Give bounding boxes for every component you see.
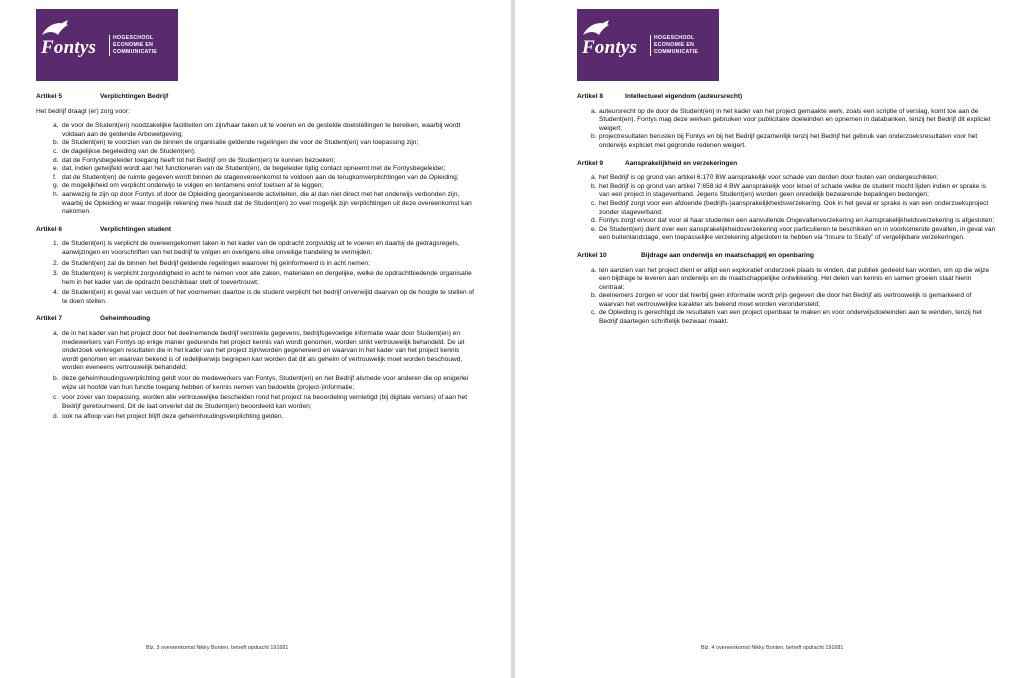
article-number: Artikel 10: [577, 251, 607, 259]
list-item: [577, 309, 997, 326]
list-item: [36, 122, 476, 139]
logo-wordmark: Fontys: [582, 37, 638, 58]
list-item-text: de Student(en) is verplicht de overeengekomen taken in het kader van de opdracht zorgvuldig uit te voeren en daarbij de gedragsregels, aanwijzingen en voorschriften van het bedrijf te volgen en overigens elke onveilige handeling te vermijden;: [62, 240, 460, 256]
article-9-heading: [577, 160, 997, 169]
list-item-text: Fontys zorgt ervoor dat voor al haar studenten een aanvullende Ongevallenverzekering en Aansprakelijkheidsverzekering is afgesloten;: [599, 217, 995, 225]
list-item-text: deelnemers zorgen er voor dat hierbij geen informatie wordt prijs gegeven die door het Bedrijf als vertrouwelijk is gemarkeerd of waarvan het vertrouwelijke karakter als bekend moet worden verondersteld;: [599, 292, 972, 308]
list-marker: c.: [53, 147, 59, 155]
list-marker: c.: [53, 394, 59, 402]
page-footer: Blz. 4 overeenkomst Nikky Bonten, betreft opdracht 191681: [701, 645, 844, 651]
list-item: [577, 133, 997, 150]
list-item-text: de Student(en) te voorzien van de binnen de organisatie geldende regelingen die voor de Student(en) van toepassing zijn;: [62, 139, 419, 147]
list-item: [36, 165, 476, 174]
list-item-text: deze geheimhoudingsverplichting geldt voor de medewerkers van Fontys, Student(en) en het Bedrijf alsmede voor anderen die op enigerlei wijze uit hoofde van hun functie toegang hebben of kennis nemen van bedoelde (project-)informatie;: [62, 375, 469, 391]
list-marker: a.: [591, 107, 597, 115]
article-number: Artikel 7: [36, 315, 63, 323]
logo-line-2: ECONOMIE EN: [113, 42, 154, 48]
list-item-text: auteursrecht op de door de Student(en) in het kader van het project gemaakte werk, zoals een scriptie of verslag, komt toe aan de Student(en). Fontys mag deze werken gebruiken voor publicitaire doeleinden en opnemen in databanken, tenzij het Bedrijf dit expliciet weigert;: [599, 107, 991, 132]
list-marker: g.: [53, 182, 59, 190]
logo-school-name: [650, 35, 698, 56]
list-item-text: de dagelijkse begeleiding van de Student(en);: [62, 147, 196, 155]
list-marker: b.: [591, 133, 597, 141]
list-marker: 1.: [53, 240, 59, 248]
list-item-text: de voor de Student(en) noodzakelijke faciliteiten om zijn/haar taken uit te voeren en de gestelde doelstellingen te bereiken, waarbij wordt voldaan aan de geldende Arbowetgeving;: [62, 122, 461, 138]
article-6-heading: [36, 226, 476, 235]
list-item-text: het Bedrijf zorgt voor een afdoende (bedrijfs-)aansprakelijkheidsverzekering. Ook in het geval er sprake is van een onderzoeksproject zonder stageverband;: [599, 199, 989, 216]
article-number: Artikel 8: [577, 93, 604, 100]
list-marker: 4.: [53, 289, 59, 297]
list-item-text: de Student(en) in geval van verzuim of het voornemen daartoe is de student verplicht het bedrijf onverwijld daarvan op de hoogte te stellen of te doen stellen.: [62, 289, 474, 305]
list-marker: e.: [53, 165, 59, 173]
list-item: [36, 139, 476, 148]
article-number: Artikel 5: [36, 93, 63, 100]
logo-line-3: COMMUNICATIE: [654, 49, 699, 55]
list-marker: f.: [53, 173, 57, 181]
list-marker: c.: [591, 199, 597, 207]
list-item: [36, 375, 476, 392]
list-item: [577, 267, 997, 293]
logo-line-1: HOGESCHOOL: [654, 35, 695, 41]
list-item-text: ook na afloop van het project blijft deze geheimhoudingsverplichting gelden.: [62, 413, 284, 421]
list-item-text: de Student(en) zal de binnen het Bedrijf geldende regelingen waarover hij geïnformeerd is in acht nemen;: [62, 259, 370, 267]
list-marker: b.: [53, 139, 59, 147]
page-footer: Blz. 3 overeenkomst Nikky Bonten, betreft opdracht 191681: [146, 645, 289, 651]
list-marker: 2.: [53, 259, 59, 267]
list-item-text: de Opleiding is gerechtigd de resultaten van een project openbaar te maken en voor onderwijsdoeleinden aan te wenden, tenzij het Bedrijf daartegen schriftelijk bezwaar maakt.: [599, 309, 982, 326]
list-item: [36, 413, 476, 422]
article-6-list: [36, 240, 476, 306]
list-item: [36, 394, 476, 411]
article-10-heading: [577, 252, 997, 261]
list-marker: e.: [591, 225, 597, 233]
list-item: [577, 217, 997, 226]
list-marker: a.: [591, 174, 597, 182]
article-number: Artikel 6: [36, 225, 63, 233]
list-item-text: projectresultaten berusten bij Fontys en bij het Bedrijf gezamenlijk tenzij het Bedrijf het gebruik van onderzoeksresultaten voor het onderwijs expliciet met gegronde redenen weigert.: [599, 133, 978, 149]
list-marker: b.: [591, 182, 597, 190]
logo-line-2: ECONOMIE EN: [654, 42, 695, 48]
list-marker: c.: [591, 309, 597, 317]
list-item-text: het Bedrijf is op grond van artikel 6:170 BW aansprakelijk voor schade van derden door fouten van ondergeschikten;: [599, 174, 939, 182]
article-title: Aansprakelijkheid en verzekeringen: [625, 159, 738, 167]
list-item: [36, 157, 476, 166]
list-item-text: dat de Student(en) de ruimte gegeven wordt binnen de stageovereenkomst te voldoen aan de terugkomverplichtingen van de Opleiding;: [62, 173, 459, 181]
fontys-logo: [577, 9, 719, 81]
list-marker: a.: [591, 266, 597, 274]
article-8-heading: [577, 93, 997, 102]
list-item: [577, 108, 997, 134]
logo-school-name: [109, 35, 157, 56]
page-4-content: [577, 93, 997, 336]
list-item-text: het Bedrijf is op grond van artikel 7:658 lid 4 BW aansprakelijk voor letsel of schade welke de student mocht lijden indien er sprake is van een project in stageverband. Jegens Student(en) worden geen onredelijk bezwarende bepalingen bedongen;: [599, 182, 987, 199]
list-marker: a.: [53, 122, 59, 130]
fontys-logo: [36, 9, 178, 81]
list-marker: a.: [53, 330, 59, 338]
list-item: [36, 182, 476, 191]
list-marker: d.: [53, 156, 59, 164]
list-marker: 3.: [53, 270, 59, 278]
article-title: Verplichtingen Bedrijf: [100, 93, 169, 100]
document-page-4: [515, 0, 1024, 678]
list-item-text: de in het kader van het project door het deelnemende bedrijf verstrekte gegevens, bedrijfsgevoelige informatie waar door Student(en) en medewerkers van Fontys op enige manier gedurende het project kennis van wordt genomen, worden strikt vertrouwelijk behandeld. De uit onderzoek verkregen resultaten die in het kader van het project zijn/worden gegenereerd en waarvan in het kader van het project kennis wordt genomen en waarvan bekend is of redelijkerwijs begrepen kan worden dat dit als geheim of vertrouwelijk moet worden beschouwd, worden eveneens vertrouwelijk behandeld;: [62, 330, 465, 372]
list-item: [36, 148, 476, 157]
logo-wordmark: Fontys: [41, 37, 97, 58]
article-10-list: [577, 267, 997, 327]
list-item: [577, 183, 997, 200]
list-item-text: voor zover van toepassing, worden alle vertrouwelijke bescheiden rond het project na beoordeling vernietigd (bij digitale versies) of aan het Bedrijf geretourneerd. Dit de laat onverlet dat de Student(en) beoordeeld kan worden;: [62, 394, 468, 410]
article-title: Verplichtingen student: [100, 225, 172, 233]
article-title: Bijdrage aan onderwijs en maatschappij en openbaring: [641, 251, 814, 259]
list-marker: d.: [591, 217, 597, 225]
page-3-content: [36, 93, 476, 431]
article-5-list: [36, 122, 476, 217]
article-title: Intellectueel eigendom (auteursrecht): [625, 93, 743, 100]
list-item-text: de mogelijkheid om verplicht onderwijs te volgen en tentamens en/of toetsen af te leggen;: [62, 182, 324, 190]
list-item-text: ten aanzien van het project dient er altijd een exploratief onderzoek plaats te vinden, dat publiek gedeeld kan worden, om op die wijze een bijdrage te leveren aan onderwijs en de maatschappelijke ontwikkeling. Het delen van kennis en samen groeien staat hierin centraal;: [599, 266, 990, 291]
article-7-list: [36, 330, 476, 422]
article-7-heading: [36, 315, 476, 324]
article-8-list: [577, 108, 997, 151]
list-item: [36, 330, 476, 373]
logo-line-3: COMMUNICATIE: [113, 49, 158, 55]
article-5-intro: Het bedrijf draagt (er) zorg voor:: [36, 107, 130, 115]
logo-line-1: HOGESCHOOL: [113, 35, 154, 41]
list-item: [577, 292, 997, 309]
list-item-text: dat, indien getwijfeld wordt aan het functioneren van de Student(en), de begeleider tijdig contact opneemt met de Fontysbegeleider;: [62, 165, 446, 173]
article-5-heading: [36, 93, 476, 102]
list-item: [36, 270, 476, 287]
list-item: [36, 191, 476, 217]
list-item: [577, 200, 997, 217]
list-item-text: De Student(en) dient over een aansprakelijkheidsverzekering voor particulieren te beschikken en in voorkomende gevallen, in geval van een buitenlandstage, een toepasselijke verzekering afgesloten te hebben via “Insure to Study” of vergelijkbare verzekeringen.: [599, 225, 996, 242]
list-marker: b.: [53, 375, 59, 383]
list-item: [577, 174, 997, 183]
list-item: [577, 226, 997, 243]
list-item-text: de Student(en) is verplicht zorgvuldigheid in acht te nemen voor alle zaken, materialen en dergelijke, welke de opdrachtbiedende organisatie hem in het kader van de opdracht beschikbaar stelt of toevertrouwt;: [62, 270, 472, 286]
article-9-list: [577, 174, 997, 243]
list-item: [36, 240, 476, 257]
list-item: [36, 174, 476, 183]
article-title: Geheimhouding: [100, 315, 151, 323]
list-marker: b.: [591, 292, 597, 300]
list-item-text: aanwezig te zijn op door Fontys of door de Opleiding georganiseerde activiteiten, die al dan niet direct met het onderwijs verbonden zijn, waarbij de Opleiding er waar mogelijk rekening mee houdt dat de Student(en) zo veel mogelijk zijn verplichtingen uit deze overeenkomst kan nakomen.: [62, 190, 472, 216]
list-marker: d.: [53, 413, 59, 421]
list-item: [36, 260, 476, 269]
list-item: [36, 289, 476, 306]
fontys-owl-icon: [577, 9, 647, 81]
list-marker: h.: [53, 190, 59, 198]
article-number: Artikel 9: [577, 159, 604, 167]
document-page-3: [0, 0, 511, 678]
fontys-owl-icon: [36, 9, 106, 81]
list-item-text: dat de Fontysbegeleider toegang heeft tot het Bedrijf om de Student(en) te kunnen bezoeken;: [62, 156, 336, 164]
